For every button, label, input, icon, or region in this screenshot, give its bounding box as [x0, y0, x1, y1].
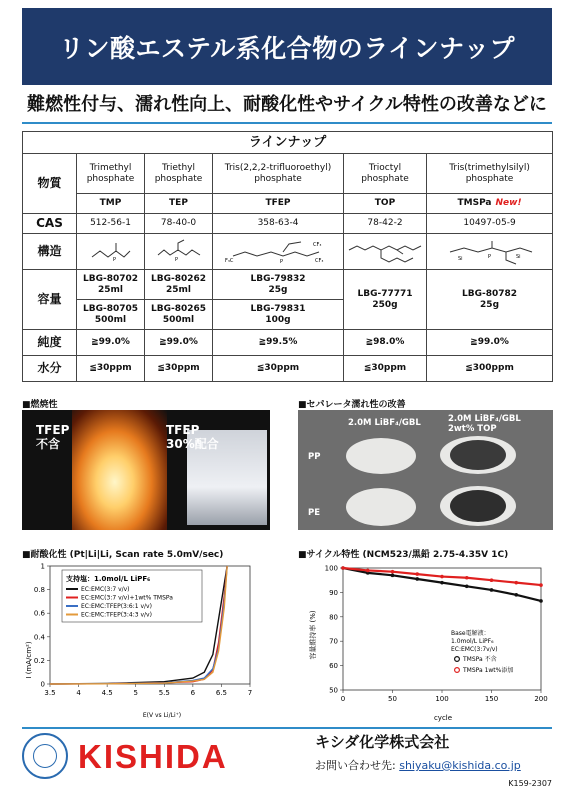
y-tick-label: 50	[329, 686, 338, 695]
purity-value: ≧98.0%	[344, 330, 427, 356]
purity-value: ≧99.0%	[77, 330, 145, 356]
data-point	[514, 581, 518, 585]
product-abbr: TMP	[77, 194, 145, 214]
kishida-logo: KISHIDA	[78, 738, 228, 775]
capacity-item: LBG-80702 25ml	[77, 270, 145, 300]
oxidation-xlabel: E(V vs Li/Li⁺)	[142, 712, 182, 719]
cas-number: 78-42-2	[344, 214, 427, 234]
purity-value: ≧99.0%	[145, 330, 213, 356]
x-tick-label: 150	[484, 695, 499, 703]
y-tick-label: 90	[329, 588, 338, 597]
legend-label: EC:EMC(3:7 v/v)+1wt% TMSPa	[81, 594, 173, 602]
page-header	[22, 8, 552, 85]
page-subtitle: 難燃性付与、濡れ性向上、耐酸化性やサイクル特性の改善などに	[27, 94, 547, 115]
separator-col1-label: 2.0M LiBF₄/GBL	[348, 418, 421, 428]
data-point	[490, 578, 494, 582]
flame-right-label: TFEP 30%配合	[166, 423, 219, 451]
cas-number: 78-40-0	[145, 214, 213, 234]
data-point	[440, 581, 444, 585]
x-tick-label: 3.5	[44, 689, 56, 697]
data-point	[391, 570, 395, 574]
tfep-structure-icon	[213, 234, 344, 270]
svg-text:CF₃: CF₃	[313, 241, 322, 248]
data-point	[539, 583, 543, 587]
pe-disc-wet	[450, 490, 506, 522]
capacity-item: LBG-80262 25ml	[145, 270, 213, 300]
cas-number: 358-63-4	[213, 214, 344, 234]
row-label-purity: 純度	[23, 330, 77, 356]
x-tick-label: 5.5	[158, 689, 170, 697]
x-tick-label: 0	[340, 695, 346, 703]
x-tick-label: 100	[435, 695, 449, 703]
product-name: Triethyl phosphate	[145, 154, 213, 194]
footer-divider	[22, 727, 552, 729]
data-point	[391, 574, 395, 578]
capacity-item: LBG-79832 25g	[213, 270, 344, 300]
data-point	[465, 585, 469, 589]
product-abbr: TMSPa New!	[427, 194, 553, 214]
data-point	[539, 599, 543, 603]
svg-text:CF₃: CF₃	[315, 257, 324, 264]
x-tick-label: 4.5	[101, 689, 113, 697]
svg-text:P: P	[112, 256, 116, 263]
svg-text:P: P	[174, 256, 178, 263]
y-tick-label: 0.6	[33, 609, 45, 618]
product-name: Trioctyl phosphate	[344, 154, 427, 194]
company-name: キシダ化学株式会社	[315, 733, 450, 751]
row-label-structure: 構造	[23, 234, 77, 270]
cycle-xlabel: cycle	[433, 714, 453, 722]
legend-label: EC:EMC(3:7 v/v)	[81, 586, 130, 593]
top-structure-icon	[344, 234, 427, 270]
cas-number: 512-56-1	[77, 214, 145, 234]
purity-value: ≧99.5%	[213, 330, 344, 356]
flame-section-title: ■燃焼性	[22, 400, 58, 410]
kishida-seal-icon	[22, 733, 68, 779]
y-tick-label: 0	[40, 680, 45, 689]
cycle-legend-2: TMSPa 1wt%添加	[463, 667, 514, 674]
product-abbr: TOP	[344, 194, 427, 214]
data-point	[440, 575, 444, 579]
legend-label: EC:EMC:TFEP(3:4:3 v/v)	[81, 611, 152, 619]
series-line	[343, 568, 541, 601]
y-tick-label: 1	[40, 562, 45, 571]
flame-left-label: TFEP 不含	[36, 423, 70, 451]
flame-image	[72, 410, 167, 530]
x-tick-label: 50	[388, 695, 397, 703]
capacity-item: LBG-80705 500ml	[77, 300, 145, 330]
cycle-ylabel: 容量維持率 (%)	[309, 610, 317, 660]
separator-section-title: ■セパレータ濡れ性の改善	[298, 400, 406, 410]
water-value: ≦30ppm	[344, 356, 427, 382]
y-tick-label: 0.2	[33, 656, 45, 665]
product-abbr: TFEP	[213, 194, 344, 214]
cycle-chart-svg	[298, 560, 553, 723]
y-tick-label: 60	[329, 662, 338, 671]
water-value: ≦30ppm	[77, 356, 145, 382]
contact-email-link[interactable]: shiyaku@kishida.co.jp	[399, 759, 521, 772]
tmp-structure-icon	[77, 234, 145, 270]
y-tick-label: 0.8	[33, 586, 45, 595]
row-label-capacity: 容量	[23, 270, 77, 330]
y-tick-label: 0.4	[33, 633, 45, 642]
x-tick-label: 5	[133, 689, 138, 697]
product-abbr: TEP	[145, 194, 213, 214]
tep-structure-icon	[145, 234, 213, 270]
capacity-item: LBG-80265 500ml	[145, 300, 213, 330]
purity-value: ≧99.0%	[427, 330, 553, 356]
product-name: Tris(2,2,2-trifluoroethyl) phosphate	[213, 154, 344, 194]
water-value: ≦300ppm	[427, 356, 553, 382]
svg-text:P: P	[487, 253, 491, 260]
separator-photo	[298, 410, 553, 530]
legend-marker	[455, 668, 460, 673]
capacity-item: LBG-77771 250g	[344, 270, 427, 330]
capacity-item: LBG-79831 100g	[213, 300, 344, 330]
flame-photo	[22, 410, 270, 530]
cycle-section-title: ■サイクル特性 (NCM523/黒鉛 2.75-4.35V 1C)	[298, 550, 509, 560]
cycle-note-3: EC:EMC(3:7v/v)	[451, 646, 498, 653]
svg-text:F₃C: F₃C	[225, 257, 234, 264]
oxidation-chart-svg	[22, 560, 270, 720]
y-tick-label: 80	[329, 613, 338, 622]
x-tick-label: 6	[190, 689, 196, 697]
oxidation-section-title: ■耐酸化性 (Pt|Li|Li, Scan rate 5.0mV/sec)	[22, 550, 224, 560]
table-caption: ラインナップ	[23, 132, 553, 154]
lineup-table	[22, 131, 553, 382]
cycle-note-2: 1.0mol/L LiPF₆	[451, 638, 494, 645]
row-label-cas: CAS	[23, 214, 77, 234]
svg-text:P: P	[280, 258, 284, 265]
y-tick-label: 100	[324, 564, 338, 573]
y-tick-label: 70	[329, 637, 338, 646]
cycle-note-1: Base電解液：	[451, 630, 490, 637]
separator-col2-label: 2.0M LiBF₄/GBL 2wt% TOP	[448, 414, 521, 435]
data-point	[490, 588, 494, 592]
tmspa-structure-icon	[427, 234, 553, 270]
water-value: ≦30ppm	[213, 356, 344, 382]
cycle-chart	[298, 560, 553, 723]
cas-number: 10497-05-9	[427, 214, 553, 234]
data-point	[415, 572, 419, 576]
oxidation-ylabel: I (mA/cm²)	[25, 641, 33, 679]
separator-row1-label: PP	[308, 452, 321, 462]
separator-row2-label: PE	[308, 508, 321, 518]
x-tick-label: 7	[247, 689, 253, 697]
svg-text:Si: Si	[457, 255, 463, 262]
data-point	[366, 569, 370, 573]
product-name: Tris(trimethylsilyl) phosphate	[427, 154, 553, 194]
data-point	[465, 576, 469, 580]
pe-disc-base	[346, 488, 416, 526]
pp-disc-wet	[450, 440, 506, 470]
document-code: K159-2307	[508, 779, 552, 788]
data-point	[341, 566, 345, 570]
product-name: Trimethyl phosphate	[77, 154, 145, 194]
contact-line: お問い合わせ先: shiyaku@kishida.co.jp	[315, 759, 521, 772]
new-badge: New!	[495, 198, 522, 209]
data-point	[514, 593, 518, 597]
legend-marker	[455, 657, 460, 662]
x-tick-label: 200	[534, 695, 548, 703]
pp-disc-base	[346, 438, 416, 474]
page-title: リン酸エステル系化合物のラインナップ	[58, 33, 515, 63]
legend-label: EC:EMC:TFEP(3:6:1 v/v)	[81, 603, 152, 610]
x-tick-label: 6.5	[215, 689, 227, 697]
oxidation-chart	[22, 560, 270, 720]
oxidation-legend-title: 支持塩：1.0mol/L LiPF₆	[66, 575, 151, 583]
divider	[22, 122, 552, 124]
water-value: ≦30ppm	[145, 356, 213, 382]
capacity-item: LBG-80782 25g	[427, 270, 553, 330]
row-label-water: 水分	[23, 356, 77, 382]
x-tick-label: 4	[76, 689, 81, 697]
data-point	[415, 577, 419, 581]
cycle-legend-1: TMSPa 不含	[463, 656, 497, 663]
svg-text:Si: Si	[515, 253, 521, 260]
row-label-substance: 物質	[23, 154, 77, 214]
